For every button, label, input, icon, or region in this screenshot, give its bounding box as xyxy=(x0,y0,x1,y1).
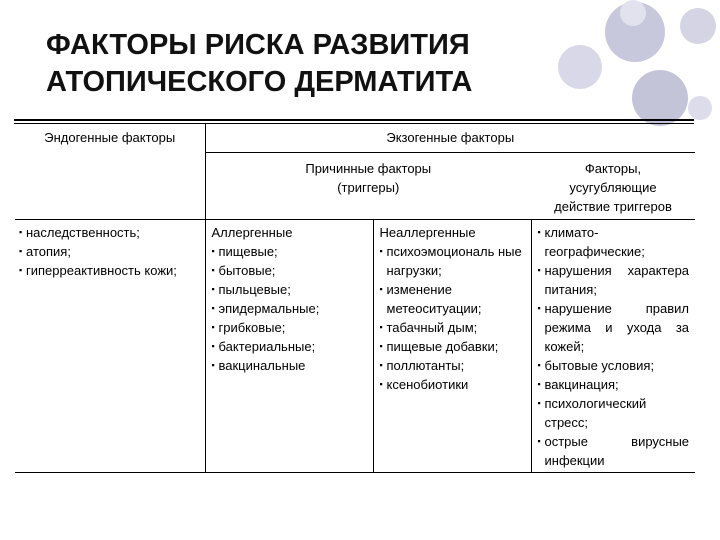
list-item: ▪ эпидермальные; xyxy=(211,301,320,316)
cell-non-allergenic xyxy=(373,220,531,473)
bullet-icon: ▪ xyxy=(211,322,215,332)
page-title-line-2: АТОПИЧЕСКОГО ДЕРМАТИТА xyxy=(46,66,473,98)
list-item: ▪ острые вирусные инфекции xyxy=(537,434,690,468)
title-rule xyxy=(14,119,694,121)
allergenic-title: Аллергенные xyxy=(211,225,293,240)
header-causal-text: Причинные факторы (триггеры) xyxy=(305,161,432,195)
cell-allergenic xyxy=(205,220,373,473)
list-item: ▪ наследственность; xyxy=(19,225,140,240)
bullet-icon: ▪ xyxy=(537,265,541,275)
bullet-icon: ▪ xyxy=(537,303,541,313)
bullet-icon: ▪ xyxy=(211,303,215,313)
list-item: ▪ психоэмоциональ ные нагрузки; xyxy=(379,244,522,278)
decor-circle xyxy=(558,45,602,89)
header-endogenous: Эндогенные факторы xyxy=(15,124,205,220)
list-item: ▪ поллютанты; xyxy=(379,358,465,373)
aggravating-list xyxy=(538,223,690,470)
allergenic-list xyxy=(212,242,369,375)
bullet-icon: ▪ xyxy=(537,227,541,237)
risk-factors-table xyxy=(15,124,695,473)
bullet-icon: ▪ xyxy=(379,360,383,370)
content-row xyxy=(15,220,695,473)
endogenous-list xyxy=(19,223,201,280)
list-item: ▪ нарушения характера питания; xyxy=(537,263,690,297)
decor-circle xyxy=(680,8,716,44)
header-causal xyxy=(205,153,531,220)
cell-endogenous xyxy=(15,220,205,473)
bullet-icon: ▪ xyxy=(379,379,383,389)
bullet-icon: ▪ xyxy=(211,360,215,370)
list-item: ▪ грибковые; xyxy=(211,320,286,335)
page-title-line-1: ФАКТОРЫ РИСКА РАЗВИТИЯ xyxy=(46,29,470,61)
cell-aggravating xyxy=(531,220,695,473)
bullet-icon: ▪ xyxy=(379,284,383,294)
bullet-icon: ▪ xyxy=(211,341,215,351)
bullet-icon: ▪ xyxy=(19,246,23,256)
list-item: ▪ пыльцевые; xyxy=(211,282,291,297)
non-allergenic-title: Неаллергенные xyxy=(379,225,476,240)
list-item: ▪ климато-географические; xyxy=(537,225,645,259)
list-item: ▪ вакцинация; xyxy=(537,377,619,392)
list-item: ▪ атопия; xyxy=(19,244,71,259)
page-title xyxy=(46,27,472,101)
decor-circle xyxy=(688,96,712,120)
decor-circle xyxy=(620,0,646,26)
bullet-icon: ▪ xyxy=(537,360,541,370)
bullet-icon: ▪ xyxy=(19,227,23,237)
bullet-icon: ▪ xyxy=(537,436,541,446)
list-item: ▪ нарушение правил режима и ухода за кожей; xyxy=(537,301,690,354)
bullet-icon: ▪ xyxy=(537,398,541,408)
non-allergenic-list xyxy=(380,242,527,394)
bullet-icon: ▪ xyxy=(19,265,23,275)
list-item: ▪ бытовые; xyxy=(211,263,276,278)
list-item: ▪ пищевые добавки; xyxy=(379,339,499,354)
list-item: ▪ гиперреактивность кожи; xyxy=(19,263,177,278)
list-item: ▪ ксенобиотики xyxy=(379,377,469,392)
bullet-icon: ▪ xyxy=(379,341,383,351)
decor-circle xyxy=(632,70,688,126)
list-item: ▪ табачный дым; xyxy=(379,320,478,335)
bullet-icon: ▪ xyxy=(379,322,383,332)
list-item: ▪ пищевые; xyxy=(211,244,278,259)
list-item: ▪ бактериальные; xyxy=(211,339,316,354)
header-exogenous: Экзогенные факторы xyxy=(386,130,515,145)
list-item: ▪ бытовые условия; xyxy=(537,358,655,373)
header-aggravating-text: Факторы, усугубляющие действие триггеров xyxy=(554,161,672,214)
bullet-icon: ▪ xyxy=(537,379,541,389)
bullet-icon: ▪ xyxy=(379,246,383,256)
bullet-icon: ▪ xyxy=(211,284,215,294)
bullet-icon: ▪ xyxy=(211,265,215,275)
header-row xyxy=(15,124,695,153)
list-item: ▪ вакцинальные xyxy=(211,358,306,373)
list-item: ▪ изменение метеоситуации; xyxy=(379,282,482,316)
list-item: ▪ психологический стресс; xyxy=(537,396,647,430)
header-aggravating xyxy=(531,153,695,220)
bullet-icon: ▪ xyxy=(211,246,215,256)
